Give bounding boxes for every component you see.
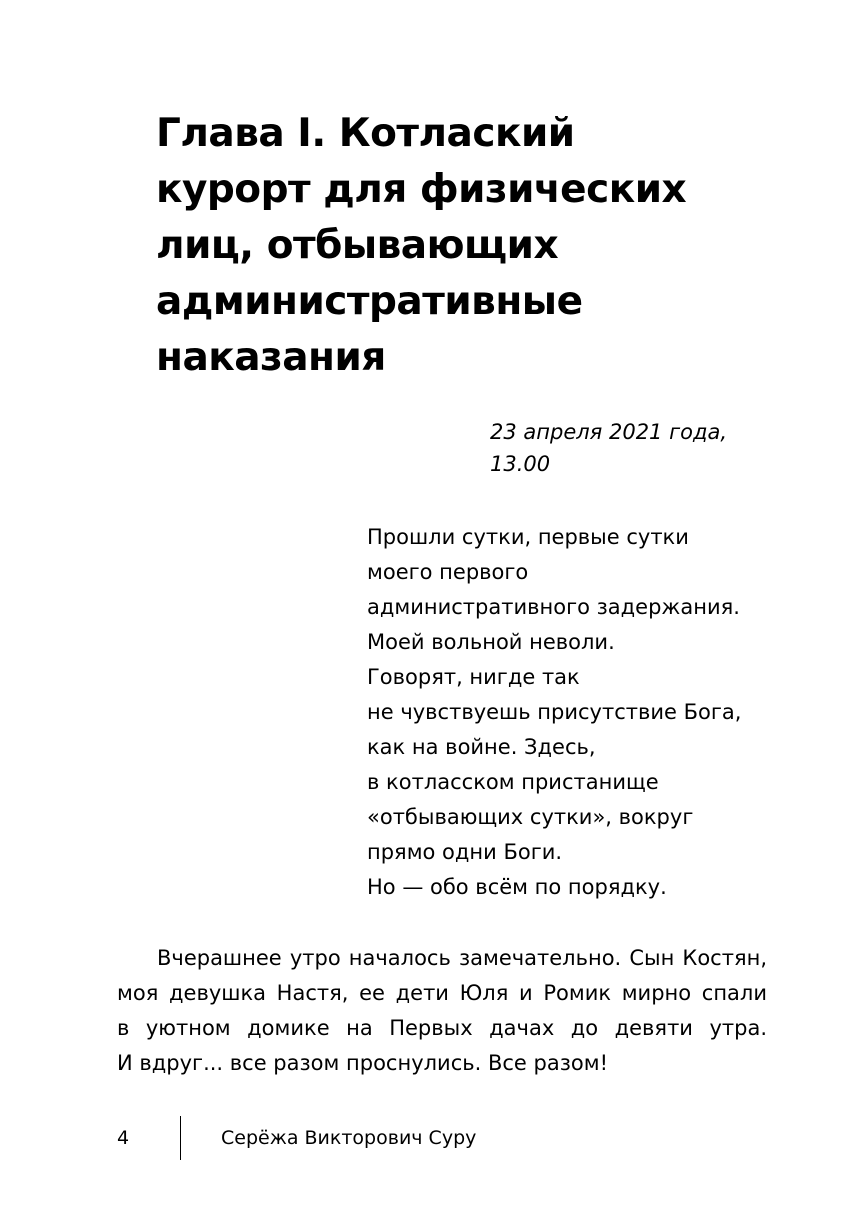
epigraph-line: Но — обо всём по порядку. — [367, 875, 667, 899]
epigraph-line: «отбывающих сутки», вокруг — [367, 805, 694, 829]
page-number: 4 — [117, 1127, 130, 1149]
body-line: Вчерашнее утро началось замечательно. Сын Костян, — [157, 946, 767, 970]
epigraph-line: прямо одни Боги. — [367, 840, 563, 864]
body-line: моя девушка Настя, ее дети Юля и Ромик мирно спали — [117, 981, 767, 1005]
body-paragraph — [117, 941, 767, 1081]
epigraph — [367, 520, 741, 905]
epigraph-line: Прошли сутки, первые сутки — [367, 525, 689, 549]
chapter-title-line: лиц, отбывающих — [156, 223, 559, 268]
epigraph-line: как на войне. Здесь, — [367, 735, 596, 759]
chapter-title — [156, 106, 776, 386]
epigraph-line: в котласском пристанище — [367, 770, 659, 794]
epigraph-line: не чувствуешь присутствие Бога, — [367, 700, 742, 724]
epigraph-line: Моей вольной неволи. — [367, 630, 615, 654]
chapter-title-line: Глава I. Котлаский — [156, 111, 575, 156]
running-footer-author: Серёжа Викторович Суру — [221, 1127, 477, 1149]
chapter-title-line: наказания — [156, 335, 386, 380]
chapter-title-line: курорт для физических — [156, 167, 687, 212]
epigraph-line: моего первого — [367, 560, 529, 584]
dateline-date: 23 апреля 2021 года, — [490, 420, 728, 444]
dateline — [490, 416, 727, 480]
epigraph-line: административного задержания. — [367, 595, 740, 619]
footer-divider — [180, 1116, 181, 1160]
body-line: в уютном домике на Первых дачах до девяти утра. — [117, 1016, 767, 1040]
body-line: И вдруг... все разом проснулись. Все разом! — [117, 1051, 608, 1075]
dateline-time: 13.00 — [490, 452, 551, 476]
chapter-title-line: административные — [156, 279, 583, 324]
epigraph-line: Говорят, нигде так — [367, 665, 580, 689]
